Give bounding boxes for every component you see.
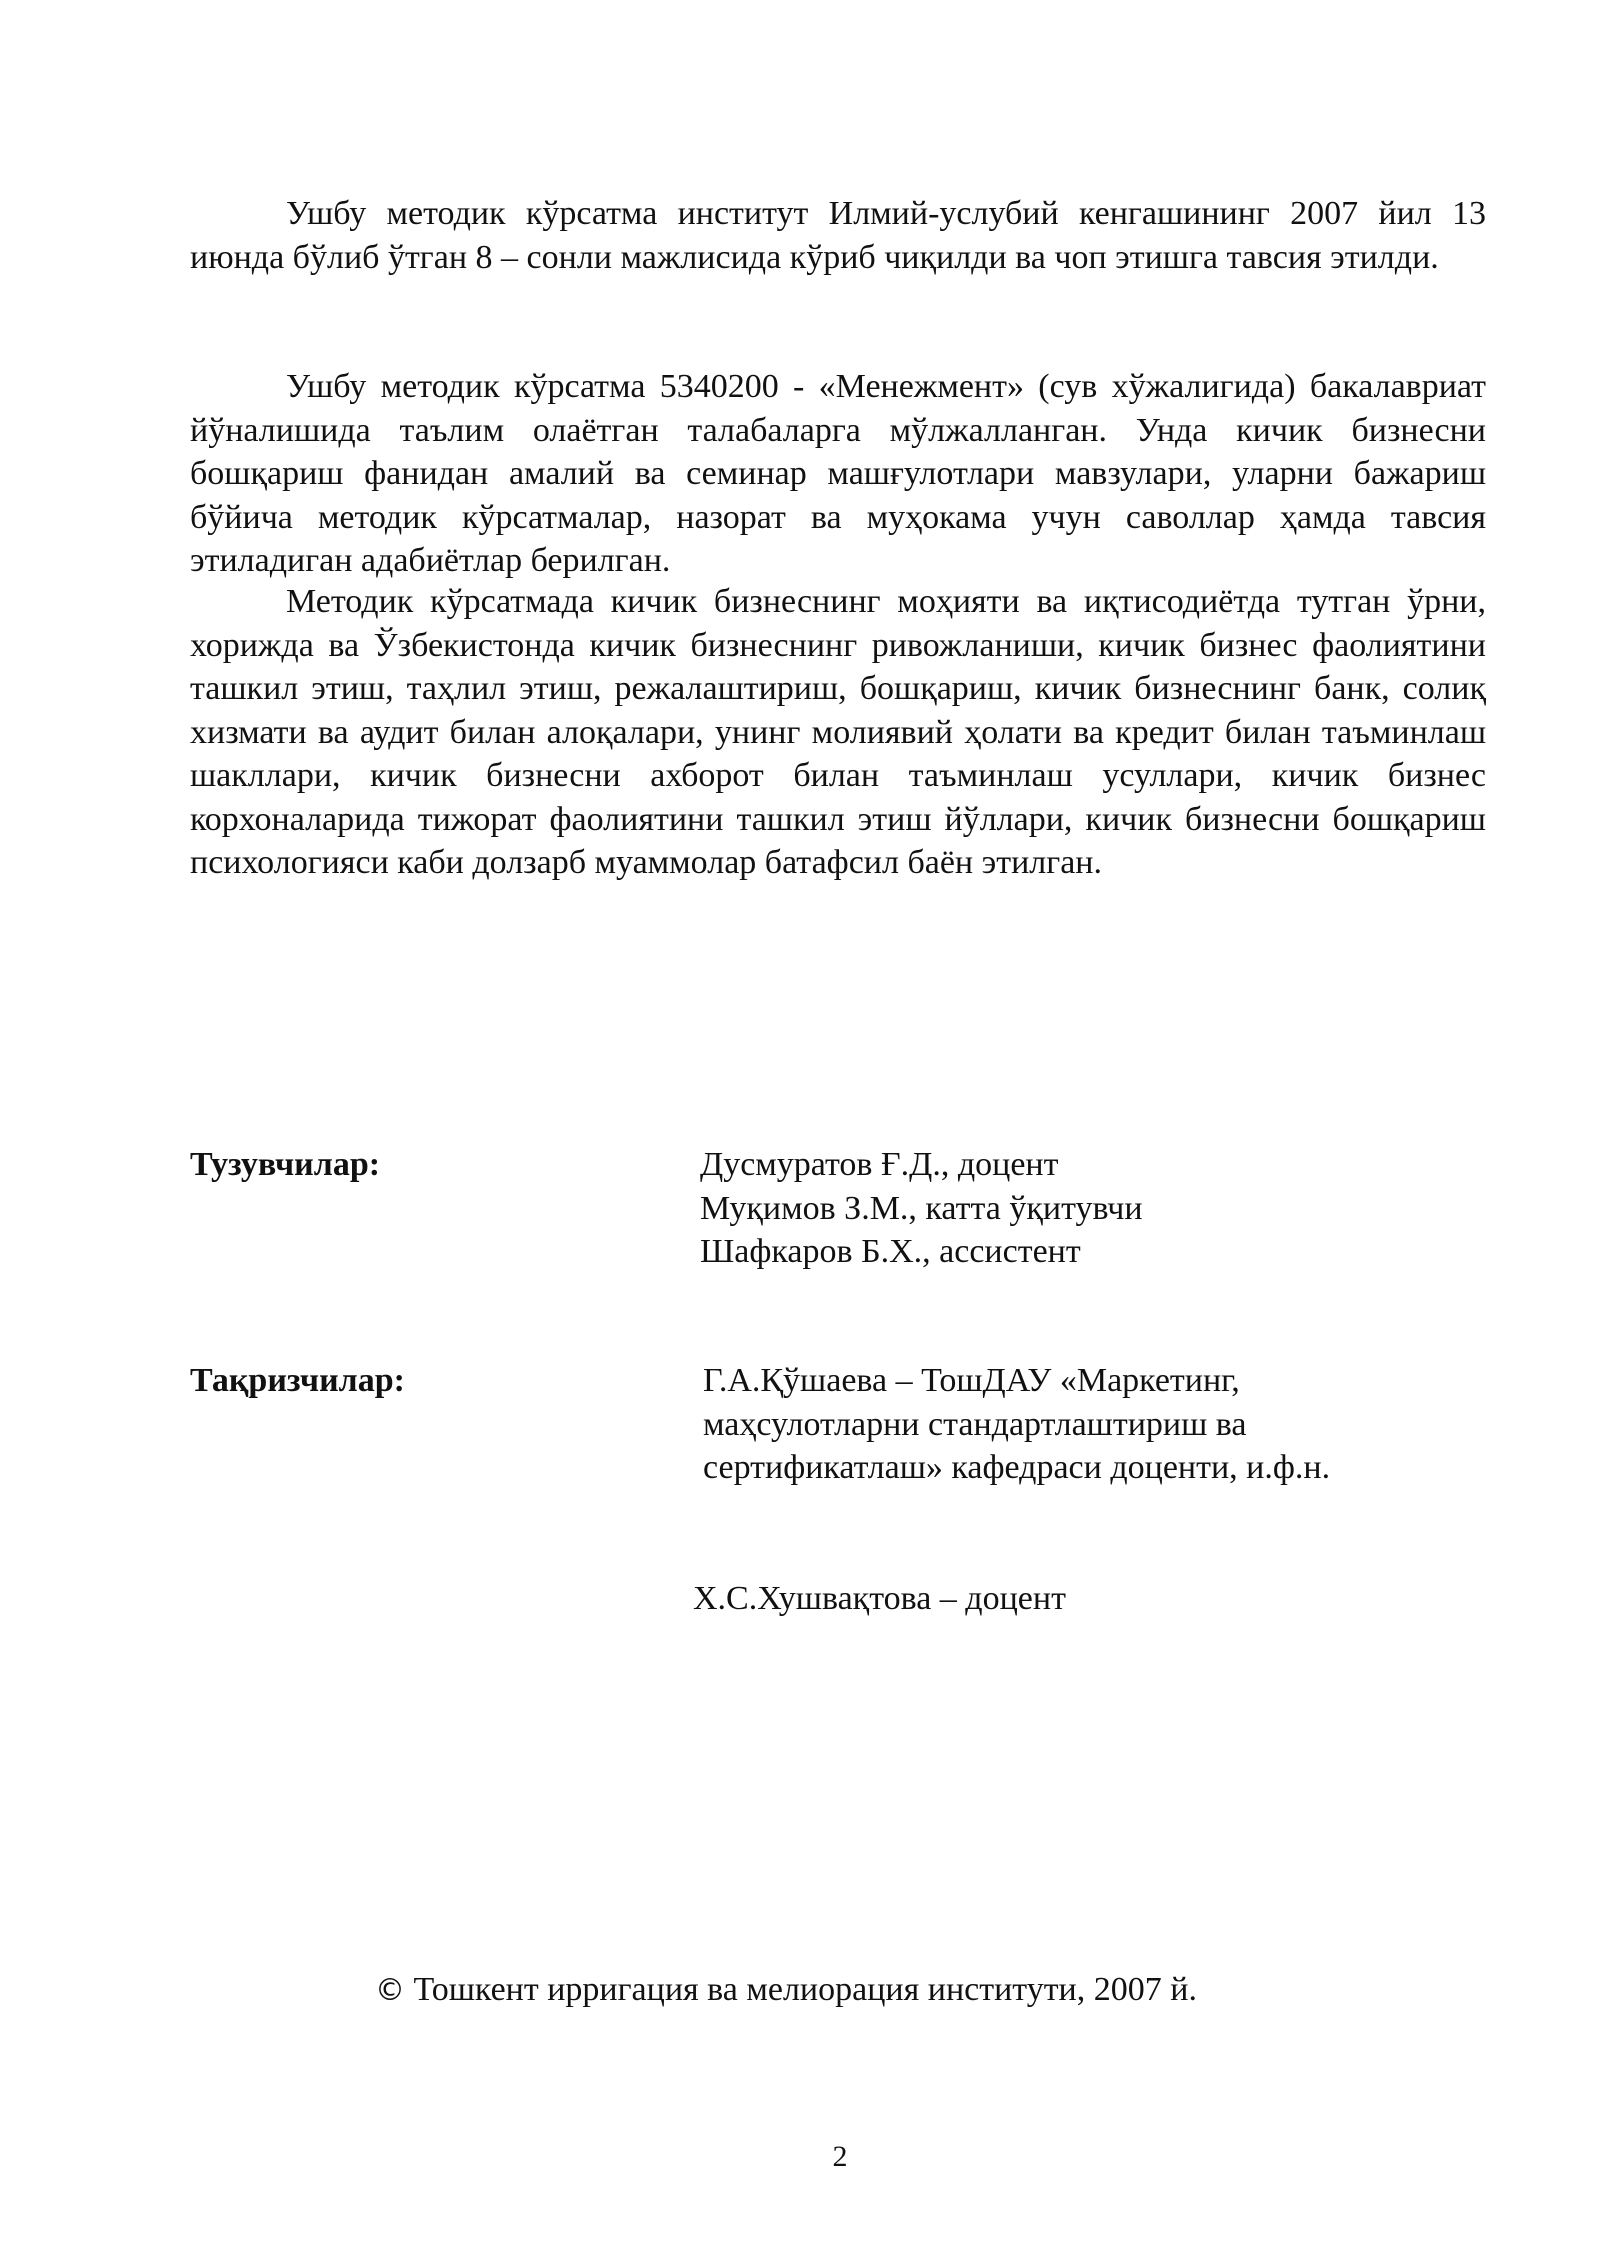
authors-list xyxy=(700,1143,1143,1274)
page-number: 2 xyxy=(832,2140,848,2173)
second-reviewer xyxy=(693,1577,1066,1621)
content-paragraph: Методик кўрсатмада кичик бизнеснинг моҳияти ва иқтисодиётда тутган ўрни, хорижда ва Ўзбекистонда кичик бизнеснинг ривожланиши, кичик бизнес фаолиятини ташкил этиш, таҳлил этиш, режалаштириш, бошқариш, кичик бизнеснинг банк, солиқ хизмати ва аудит билан алоқалари, унинг молиявий ҳолати ва кредит билан таъминлаш шакллари, кичик бизнесни ахборот билан таъминлаш усуллари, кичик бизнес корхоналарида тижорат фаолиятини ташкил этиш йўллари, кичик бизнесни бошқариш психологияси каби долзарб муаммолар батафсил баён этилган. xyxy=(190,583,1486,881)
approval-paragraph: Ушбу методик кўрсатма институт Илмий-услубий кенгашининг 2007 йил 13 июнда бўлиб ўтган 8 – сонли мажлисида кўриб чиқилди ва чоп этишга тавсия этилди. xyxy=(190,195,1486,276)
reviewer-line: Г.А.Қўшаева – ТошДАУ «Маркетинг, xyxy=(703,1362,1240,1399)
reviewer-line: маҳсулотларни стандартлаштириш ва xyxy=(703,1405,1247,1443)
reviewer-line: сертификатлаш» кафедраси доценти, и.ф.н. xyxy=(703,1449,1331,1486)
author-line: Муқимов З.М., катта ўқитувчи xyxy=(700,1189,1143,1227)
author-line: Шафкаров Б.Х., ассистент xyxy=(700,1233,1081,1270)
copyright-icon: © xyxy=(375,1973,405,2008)
purpose-paragraph: Ушбу методик кўрсатма 5340200 - «Менежмент» (сув хўжалигида) бакалавриат йўналишида таълим олаётган талабаларга мўлжалланган. Унда кичик бизнесни бошқариш фанидан амалий ва семинар машғулотлари мавзулари, уларни бажариш бўйича методик кўрсатмалар, назорат ва муҳокама учун саволлар ҳамда тавсия этиладиган адабиётлар берилган. xyxy=(190,368,1486,579)
copyright-text: Тошкент ирригация ва мелиорация институти, 2007 й. xyxy=(405,1971,1197,2008)
reviewers-list xyxy=(703,1359,1330,1490)
authors-label: Тузувчилар: xyxy=(190,1146,381,1183)
reviewers-label: Тақризчилар: xyxy=(190,1362,405,1399)
reviewer-line: Х.С.Хушвақтова – доцент xyxy=(693,1580,1066,1617)
copyright-line xyxy=(375,1968,1197,2013)
author-line: Дусмуратов Ғ.Д., доцент xyxy=(700,1146,1059,1183)
